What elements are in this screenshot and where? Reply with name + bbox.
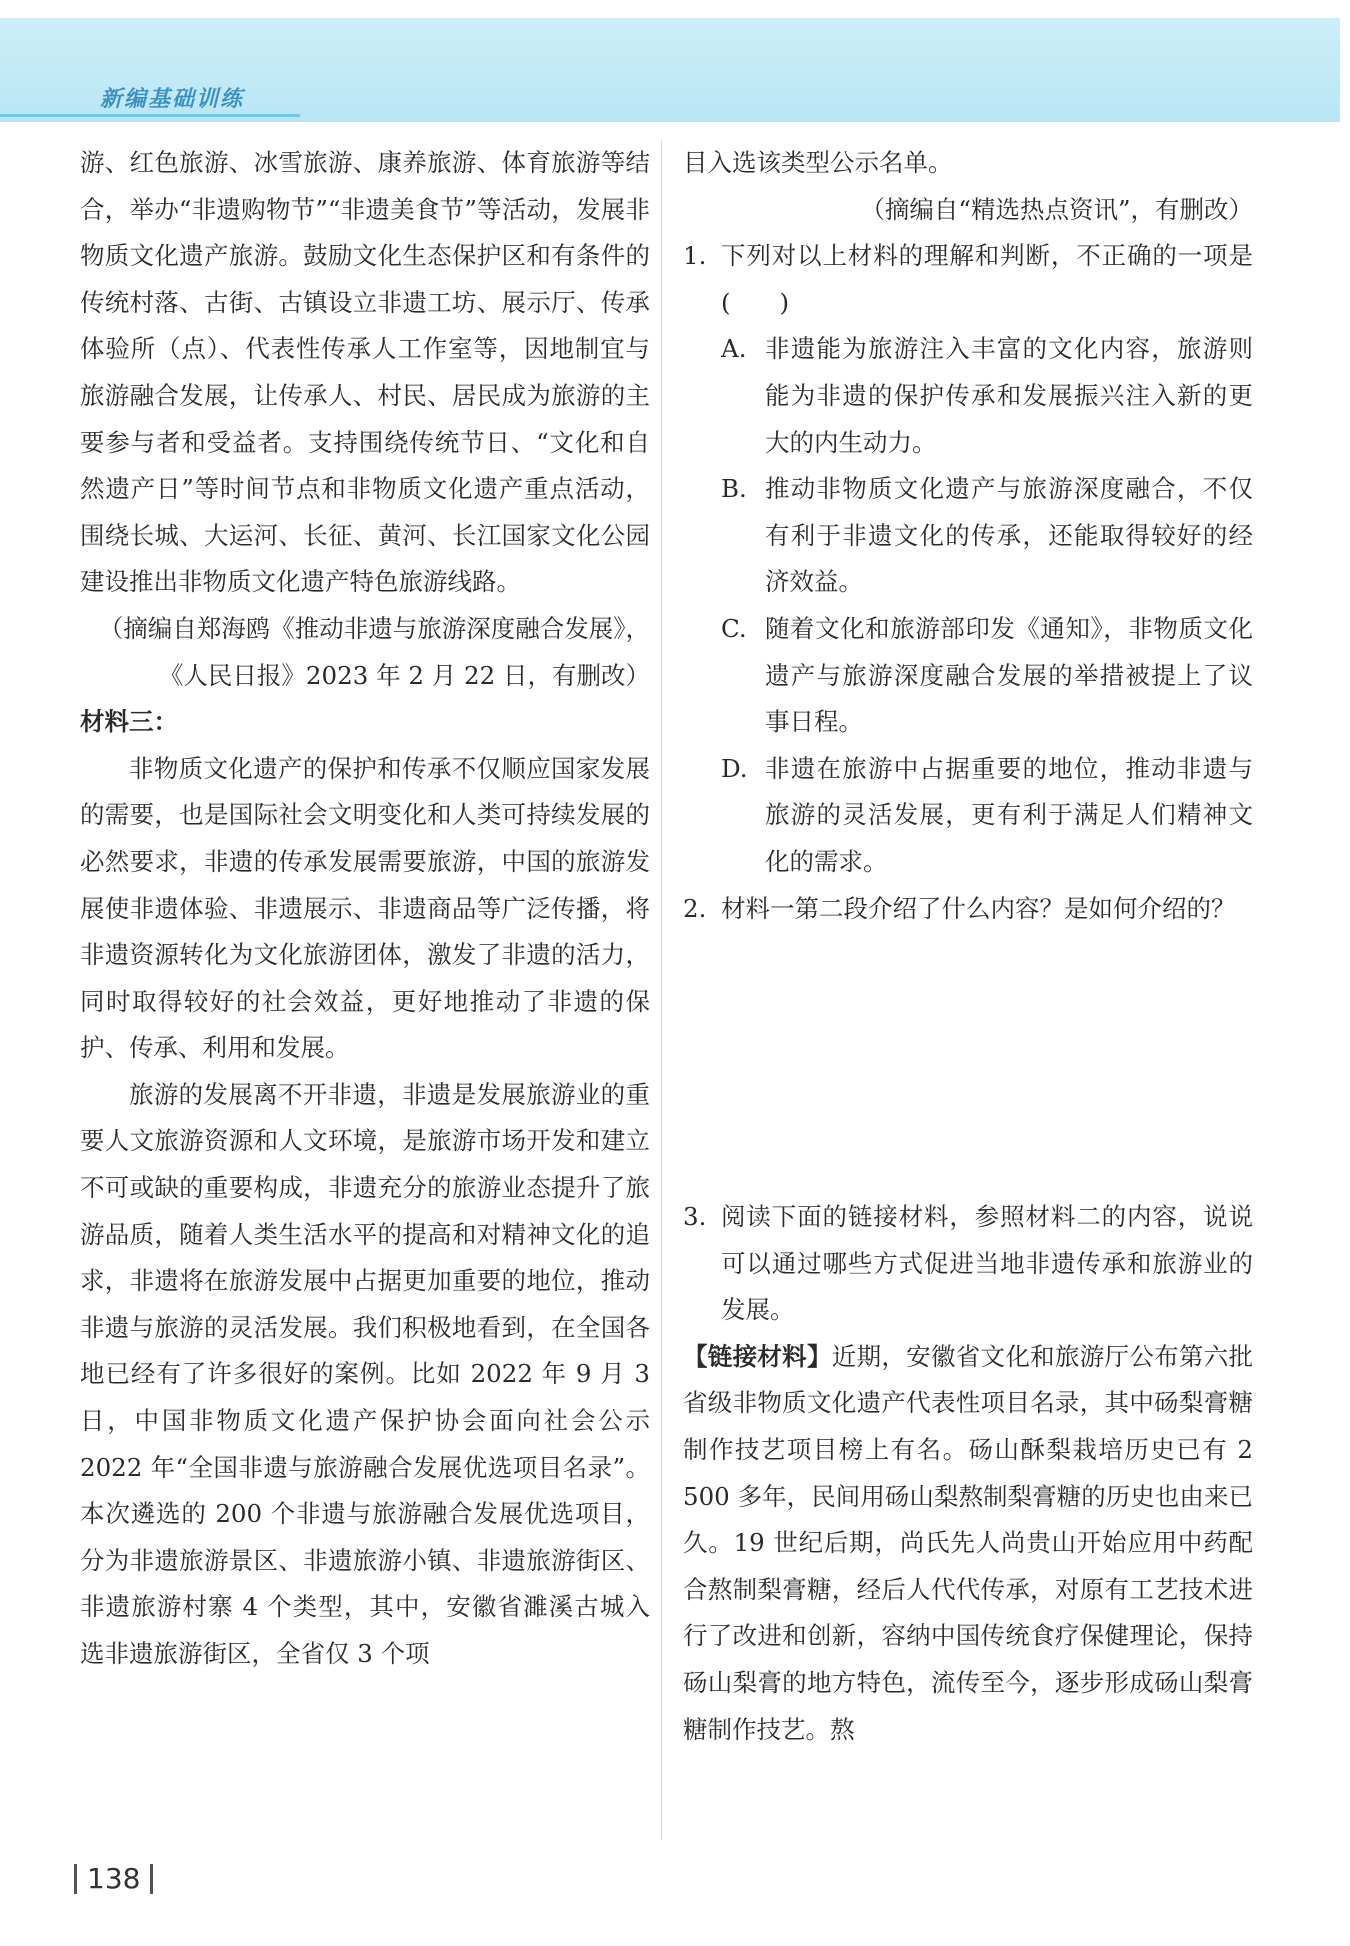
option-text: 非遗能为旅游注入丰富的文化内容，旅游则能为非遗的保护传承和发展振兴注入新的更大的内生动力。 — [765, 334, 1253, 457]
question-number: 2. — [683, 893, 707, 923]
question-text: 阅读下面的链接材料，参照材料二的内容，说说可以通过哪些方式促进当地非遗传承和旅游业的发展。 — [721, 1202, 1253, 1325]
paragraph-continued: 目入选该类型公示名单。 — [683, 148, 953, 177]
option-label: D. — [721, 753, 748, 783]
question-number: 1. — [683, 241, 707, 271]
page-number: 138 — [74, 1864, 153, 1894]
question-number: 3. — [683, 1202, 707, 1232]
paragraph-continued: 游、红色旅游、冰雪旅游、康养旅游、体育旅游等结合，举办“非遗购物节”“非遗美食节”等活动，发展非物质文化遗产旅游。鼓励文化生态保护区和有条件的传统村落、古街、古镇设立非遗工坊、展示厅、传承体验所（点）、代表性传承人工作室等，因地制宜与旅游融合发展，让传承人、村民、居民成为旅游的主要参与者和受益者。支持围绕传统节日、“文化和自然遗产日”等时间节点和非物质文化遗产重点活动，围绕长城、大运河、长征、黄河、长江国家文化公园建设推出非物质文化遗产特色旅游线路。 — [80, 148, 650, 597]
option-label: A. — [721, 334, 747, 364]
question-1 — [683, 233, 1253, 326]
material-three-heading: 材料三： — [80, 707, 178, 737]
question-text: 下列对以上材料的理解和判断，不正确的一项是( ) — [721, 241, 1253, 317]
answer-space — [683, 932, 1253, 1194]
option-text: 推动非物质文化遗产与旅游深度融合，不仅有利于非遗文化的传承，还能取得较好的经济效益。 — [765, 474, 1253, 597]
source-citation: （摘编自“精选热点资讯”，有删改） — [860, 194, 1253, 224]
column-divider — [661, 140, 662, 1840]
left-column — [80, 140, 650, 1678]
question-text: 材料一第二段介绍了什么内容？是如何介绍的？ — [721, 893, 1236, 923]
option-a — [683, 326, 1253, 466]
option-b — [683, 466, 1253, 606]
option-c — [683, 606, 1253, 746]
option-d — [683, 746, 1253, 886]
question-3 — [683, 1194, 1253, 1334]
paragraph: 非物质文化遗产的保护和传承不仅顺应国家发展的需要，也是国际社会文明变化和人类可持续发展的必然要求，非遗的传承发展需要旅游，中国的旅游发展使非遗体验、非遗展示、非遗商品等广泛传播，将非遗资源转化为文化旅游团体，激发了非遗的活力，同时取得较好的社会效益，更好地推动了非遗的保护、传承、利用和发展。 — [80, 753, 650, 1063]
option-label: C. — [721, 613, 747, 643]
paragraph: 旅游的发展离不开非遗，非遗是发展旅游业的重要人文旅游资源和人文环境，是旅游市场开发和建立不可或缺的重要构成，非遗充分的旅游业态提升了旅游品质，随着人类生活水平的提高和对精神文化的追求，非遗将在旅游发展中占据更加重要的地位，推动非遗与旅游的灵活发展。我们积极地看到，在全国各地已经有了许多很好的案例。比如 2022 年 9 月 3 日，中国非物质文化遗产保护协会面向社会公示 2022 年“全国非遗与旅游融合发展优选项目名录”。本次遴选的 200 个非遗与旅游融合发展优选项目，分为非遗旅游景区、非遗旅游小镇、非遗旅游街区、非遗旅游村寨 4 个类型，其中，安徽省濉溪古城入选非遗旅游街区，全省仅 3 个项 — [80, 1079, 650, 1668]
link-material — [683, 1334, 1253, 1753]
right-column — [683, 140, 1253, 1753]
option-text: 随着文化和旅游部印发《通知》，非物质文化遗产与旅游深度融合发展的举措被提上了议事日程。 — [765, 613, 1253, 737]
question-2 — [683, 886, 1253, 933]
option-text: 非遗在旅游中占据重要的地位，推动非遗与旅游的灵活发展，更有利于满足人们精神文化的需求。 — [765, 753, 1253, 876]
link-material-label: 【链接材料】 — [683, 1341, 832, 1371]
header-underline — [0, 114, 300, 117]
series-title: 新编基础训练 — [100, 87, 245, 112]
option-label: B. — [721, 474, 747, 504]
source-citation: （摘编自郑海鸥《推动非遗与旅游深度融合发展》，《人民日报》2023 年 2 月 22 日，有删改） — [98, 613, 650, 690]
link-material-text: 近期，安徽省文化和旅游厅公布第六批省级非物质文化遗产代表性项目名录，其中砀梨膏糖制作技艺项目榜上有名。砀山酥梨栽培历史已有 2 500 多年，民间用砀山梨熬制梨膏糖的历史也由来已久。19 世纪后期，尚氏先人尚贵山开始应用中药配合熬制梨膏糖，经后人代代传承，对原有工艺技术进行了改进和创新，容纳中国传统食疗保健理论，保持砀山梨膏的地方特色，流传至今，逐步形成砀山梨膏糖制作技艺。熬 — [683, 1341, 1254, 1744]
